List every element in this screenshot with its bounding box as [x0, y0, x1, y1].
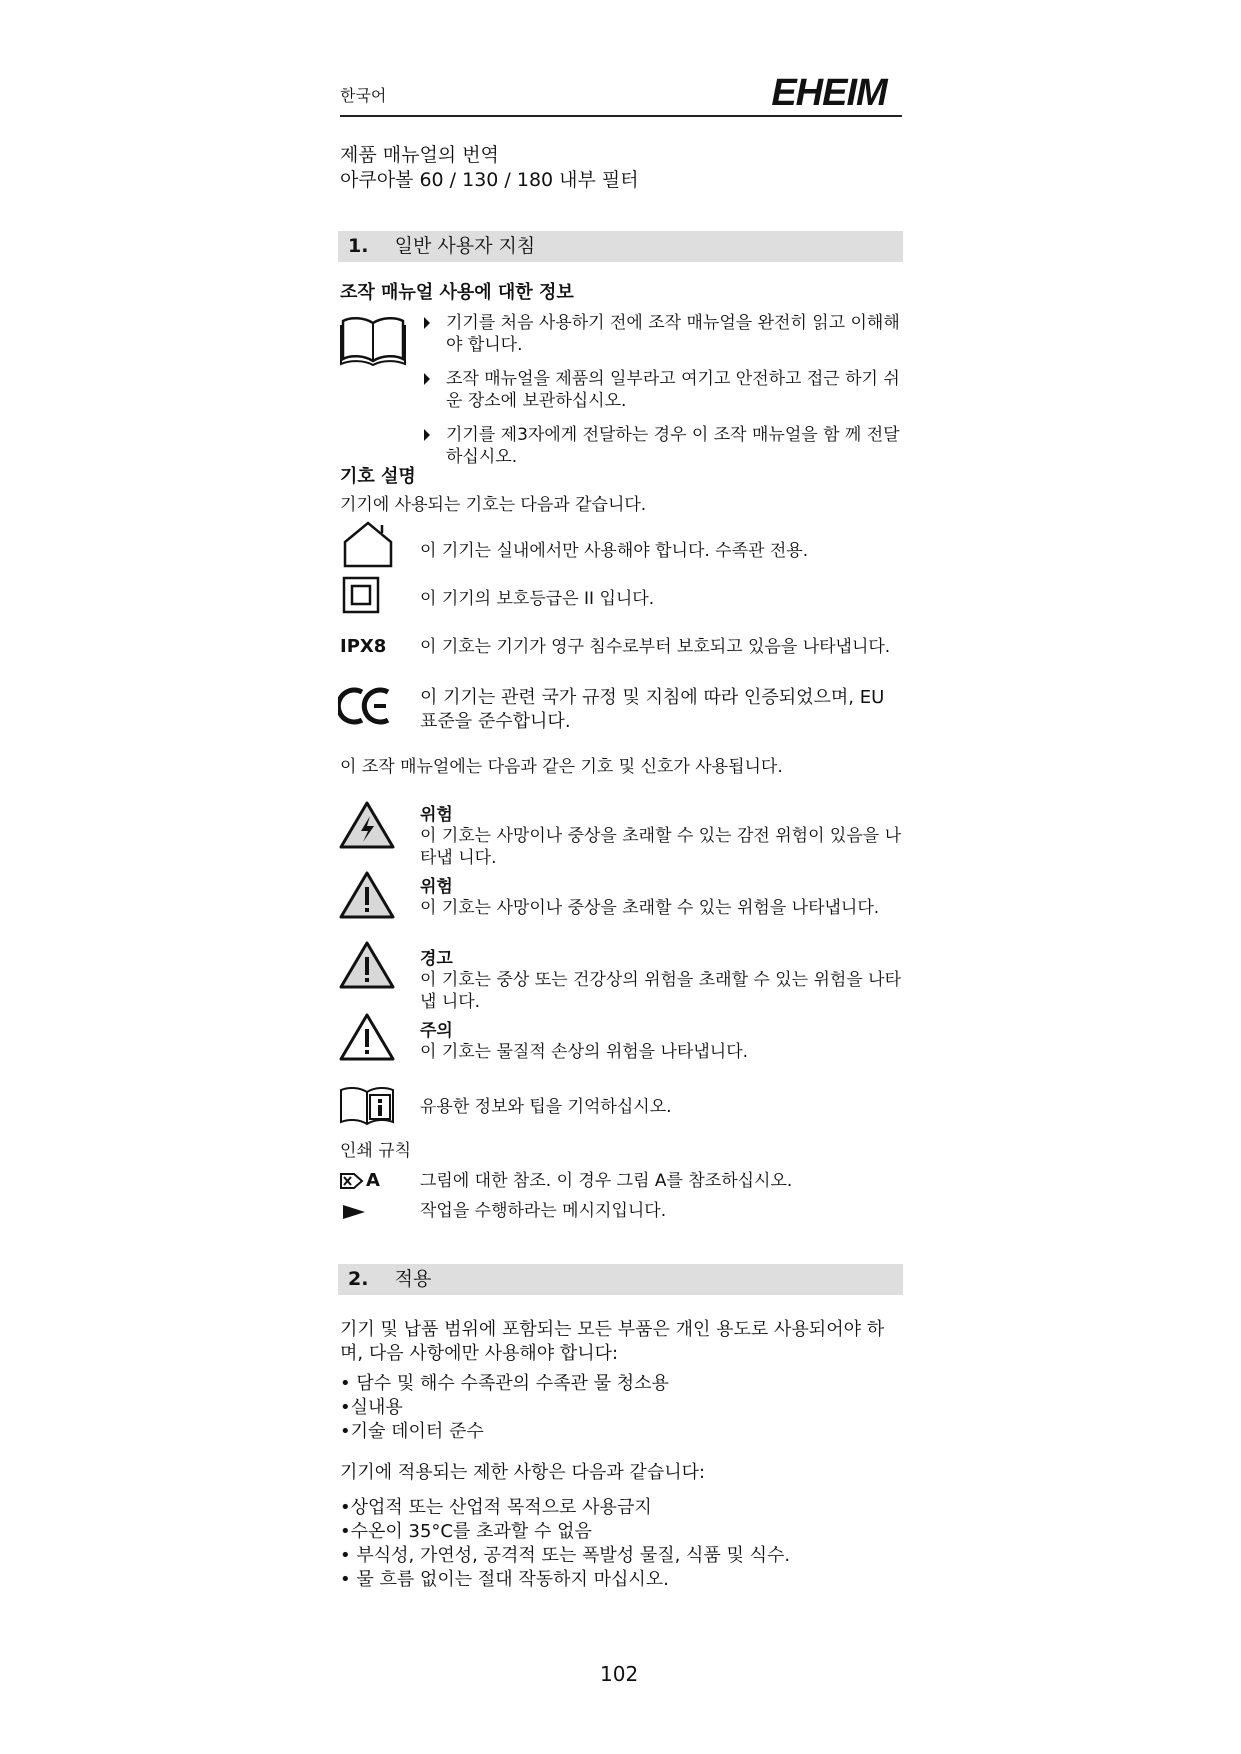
restriction-item: •상업적 또는 산업적 목적으로 사용금지 — [340, 1497, 652, 1518]
section-1-title: 일반 사용자 지침 — [394, 235, 536, 257]
electric-danger-icon — [338, 800, 396, 850]
symbol-desc-ipx8: 이 기호는 기기가 영구 침수로부터 보호되고 있음을 나타냅니다. — [420, 637, 891, 657]
application-intro: 기기 및 납품 범위에 포함되는 모든 부품은 개인 용도로 사용되어야 하며, 다음 사항에만 사용해야 합니다: — [340, 1319, 885, 1364]
eheim-logo — [755, 72, 903, 112]
header-language: 한국어 — [340, 86, 387, 105]
manual-info-heading: 조작 매뉴얼 사용에 대한 정보 — [340, 282, 574, 303]
warning-electric: 위험 이 기호는 사망이나 중상을 초래할 수 있는 감전 위험이 있음을 나타냅 니다. — [420, 805, 902, 868]
danger-icon — [338, 870, 396, 920]
symbols-heading: 기호 설명 — [340, 466, 416, 487]
warning-caution: 주의 이 기호는 물질적 손상의 위험을 나타냅니다. — [420, 1021, 749, 1062]
manual-bullet: 조작 매뉴얼을 제품의 일부라고 여기고 안전하고 접근 하기 쉬 운 장소에 보관하십시오. — [420, 368, 902, 412]
reference-arrow-icon — [340, 1173, 364, 1189]
print-rules-heading: 인쇄 규칙 — [340, 1141, 412, 1161]
action-desc: 작업을 수행하라는 메시지입니다. — [420, 1201, 667, 1221]
action-arrow-icon — [342, 1204, 366, 1220]
use-item: • 담수 및 해수 수족관의 수족관 물 청소용 — [340, 1373, 669, 1394]
restriction-item: • 물 흐름 없이는 절대 작동하지 마십시오. — [340, 1569, 669, 1590]
house-icon — [340, 520, 396, 568]
symbol-desc-indoor: 이 기기는 실내에서만 사용해야 합니다. 수족관 전용. — [420, 541, 809, 561]
restriction-item: • 부식성, 가연성, 공격적 또는 폭발성 물질, 식품 및 식수. — [340, 1545, 791, 1566]
page-number: 102 — [600, 1662, 639, 1686]
section-1-number: 1. — [348, 235, 369, 257]
header-rule — [340, 115, 902, 117]
use-item: •기술 데이터 준수 — [340, 1421, 484, 1442]
title-line-1: 제품 매뉴얼의 번역 — [340, 144, 499, 166]
ipx8-label: IPX8 — [340, 636, 387, 657]
warning-icon — [338, 940, 396, 990]
open-book-icon — [340, 315, 406, 367]
figure-reference-icon — [340, 1170, 382, 1192]
ce-icon — [338, 686, 394, 726]
symbols-intro: 기기에 사용되는 기호는 다음과 같습니다. — [340, 495, 647, 515]
warning-danger: 위험 이 기호는 사망이나 중상을 초래할 수 있는 위험을 나타냅니다. — [420, 877, 880, 918]
section-2-title: 적용 — [394, 1268, 432, 1290]
caution-icon — [338, 1012, 396, 1062]
restrictions-intro: 기기에 적용되는 제한 사항은 다음과 같습니다: — [340, 1462, 706, 1483]
figure-letter: A — [366, 1170, 380, 1191]
manual-bullet: 기기를 처음 사용하기 전에 조작 매뉴얼을 완전히 읽고 이해해 야 합니다. — [420, 312, 902, 356]
restriction-item: •수온이 35°C를 초과할 수 없음 — [340, 1521, 592, 1542]
class-ii-icon — [342, 576, 380, 614]
warning-warning: 경고 이 기호는 중상 또는 건강상의 위험을 초래할 수 있는 위험을 나타냅 니다. — [420, 949, 902, 1012]
section-2-heading — [338, 1264, 903, 1295]
manual-symbols-intro: 이 조작 매뉴얼에는 다음과 같은 기호 및 신호가 사용됩니다. — [340, 757, 783, 777]
symbol-desc-class-ii: 이 기기의 보호등급은 II 입니다. — [420, 589, 655, 609]
title-line-2: 아쿠아볼 60 / 130 / 180 내부 필터 — [340, 169, 639, 191]
figure-reference-desc: 그림에 대한 참조. 이 경우 그림 A를 참조하십시오. — [420, 1171, 793, 1191]
use-item: •실내용 — [340, 1397, 403, 1418]
symbol-desc-ce: 이 기기는 관련 국가 규정 및 지침에 따라 인증되었으며, EU 표준을 준수합니다. — [420, 687, 885, 732]
section-2-number: 2. — [348, 1268, 369, 1290]
info-book-icon — [338, 1086, 396, 1126]
manual-bullet: 기기를 제3자에게 전달하는 경우 이 조작 매뉴얼을 함 께 전달 하십시오. — [420, 424, 902, 468]
svg-text:EHEIM: EHEIM — [771, 72, 887, 112]
section-1-heading — [338, 231, 903, 262]
info-desc: 유용한 정보와 팁을 기억하십시오. — [420, 1097, 672, 1117]
document-title — [340, 143, 639, 193]
